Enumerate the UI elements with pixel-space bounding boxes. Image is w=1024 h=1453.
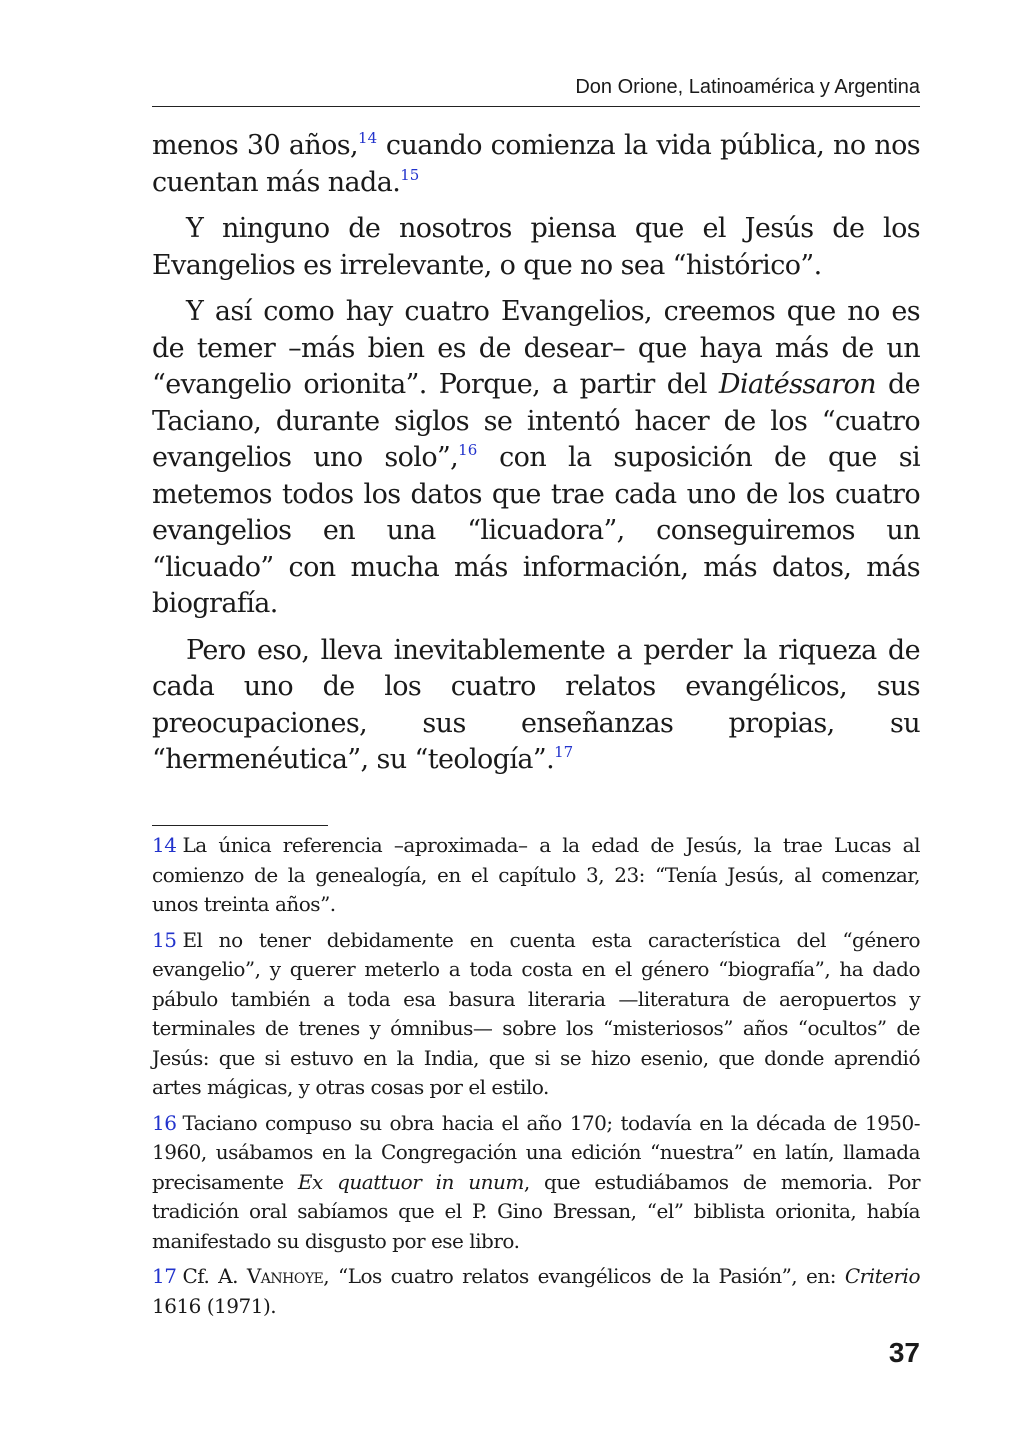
footnote-number[interactable]: 15 (152, 927, 177, 952)
paragraph-3: Y así como hay cuatro Evangelios, creemos que no es de temer –más bien es de desear– que haya más de un “evangelio orionita”. Porque, a partir del Diatéssaron de Taciano, durante siglos se intentó hacer de los “cuatro evangelios uno solo”,$^{16}$ con la suposición de que si metemos todos los datos que trae cada uno de los cuatro evangelios en una “licuadora”, conseguiremos un “licuado” con mucha más información, más datos, más biografía. (152, 296, 921, 619)
footnote-ref-15[interactable]: 15 (400, 165, 420, 184)
footnote-16: 16 Taciano compuso su obra hacia el año 170; todavía en la década de 1950-1960, usábamos en la Congregación una edición “nuestra” en latín, llamada precisamente Ex quattuor in unum, que estudiábamos de memoria. Por tradición oral sabíamos que el P. Gino Bressan, “el” biblista orionita, había manifestado su disgusto por ese libro. (152, 1110, 920, 1253)
footnote-number[interactable]: 16 (152, 1110, 177, 1135)
paragraph-4: Pero eso, lleva inevitablemente a perder la riqueza de cada uno de los cuatro relatos evangélicos, sus preocupaciones, sus enseñanzas propias, su “hermenéutica”, su “teología”.$^{17}$ (152, 634, 920, 775)
author-name: Vanhoye (246, 1264, 324, 1288)
footnote-number[interactable]: 14 (152, 833, 177, 857)
footnote-ref-17[interactable]: 17 (554, 743, 574, 761)
running-header: Don Orione, Latinoamérica y Argentina (575, 76, 920, 98)
header-rule (152, 106, 920, 107)
footnote-17: 17 Cf. A. Vanhoye, “Los cuatro relatos evangélicos de la Pasión”, en: Criterio 1616 (1971). (152, 1264, 920, 1318)
footnote-rule (152, 825, 328, 826)
page-number: 37 (888, 1337, 920, 1368)
main-text (152, 128, 920, 789)
footnote-number[interactable]: 17 (152, 1264, 177, 1288)
footnote-ref-14[interactable]: 14 (358, 129, 378, 147)
paragraph-1: menos 30 años,$^{14}$ cuando comienza la vida pública, no nos cuentan más nada.$^{15}$ (152, 129, 920, 198)
paragraph-2: Y ninguno de nosotros piensa que el Jesús de los Evangelios es irrelevante, o que no sea “histórico”. (152, 213, 920, 281)
footnotes (152, 831, 920, 1327)
footnote-15: 15 El no tener debidamente en cuenta esta característica del “género evangelio”, y querer meterlo a toda costa en el género “biografía”, ha dado pábulo también a toda esa basura literaria —literatura de aeropuertos y terminales de trenes y ómnibus— sobre los “misteriosos” años “ocultos” de Jesús: que si estuvo en la India, que si se hizo esenio, que donde aprendió artes mágicas, y otras cosas por el estilo. (152, 927, 920, 1099)
footnote-14: 14 La única referencia –aproximada– a la edad de Jesús, la trae Lucas al comienzo de la genealogía, en el capítulo 3, 23: “Tenía Jesús, al comenzar, unos treinta años”. (152, 833, 920, 916)
footnote-ref-16[interactable]: 16 (458, 441, 478, 459)
